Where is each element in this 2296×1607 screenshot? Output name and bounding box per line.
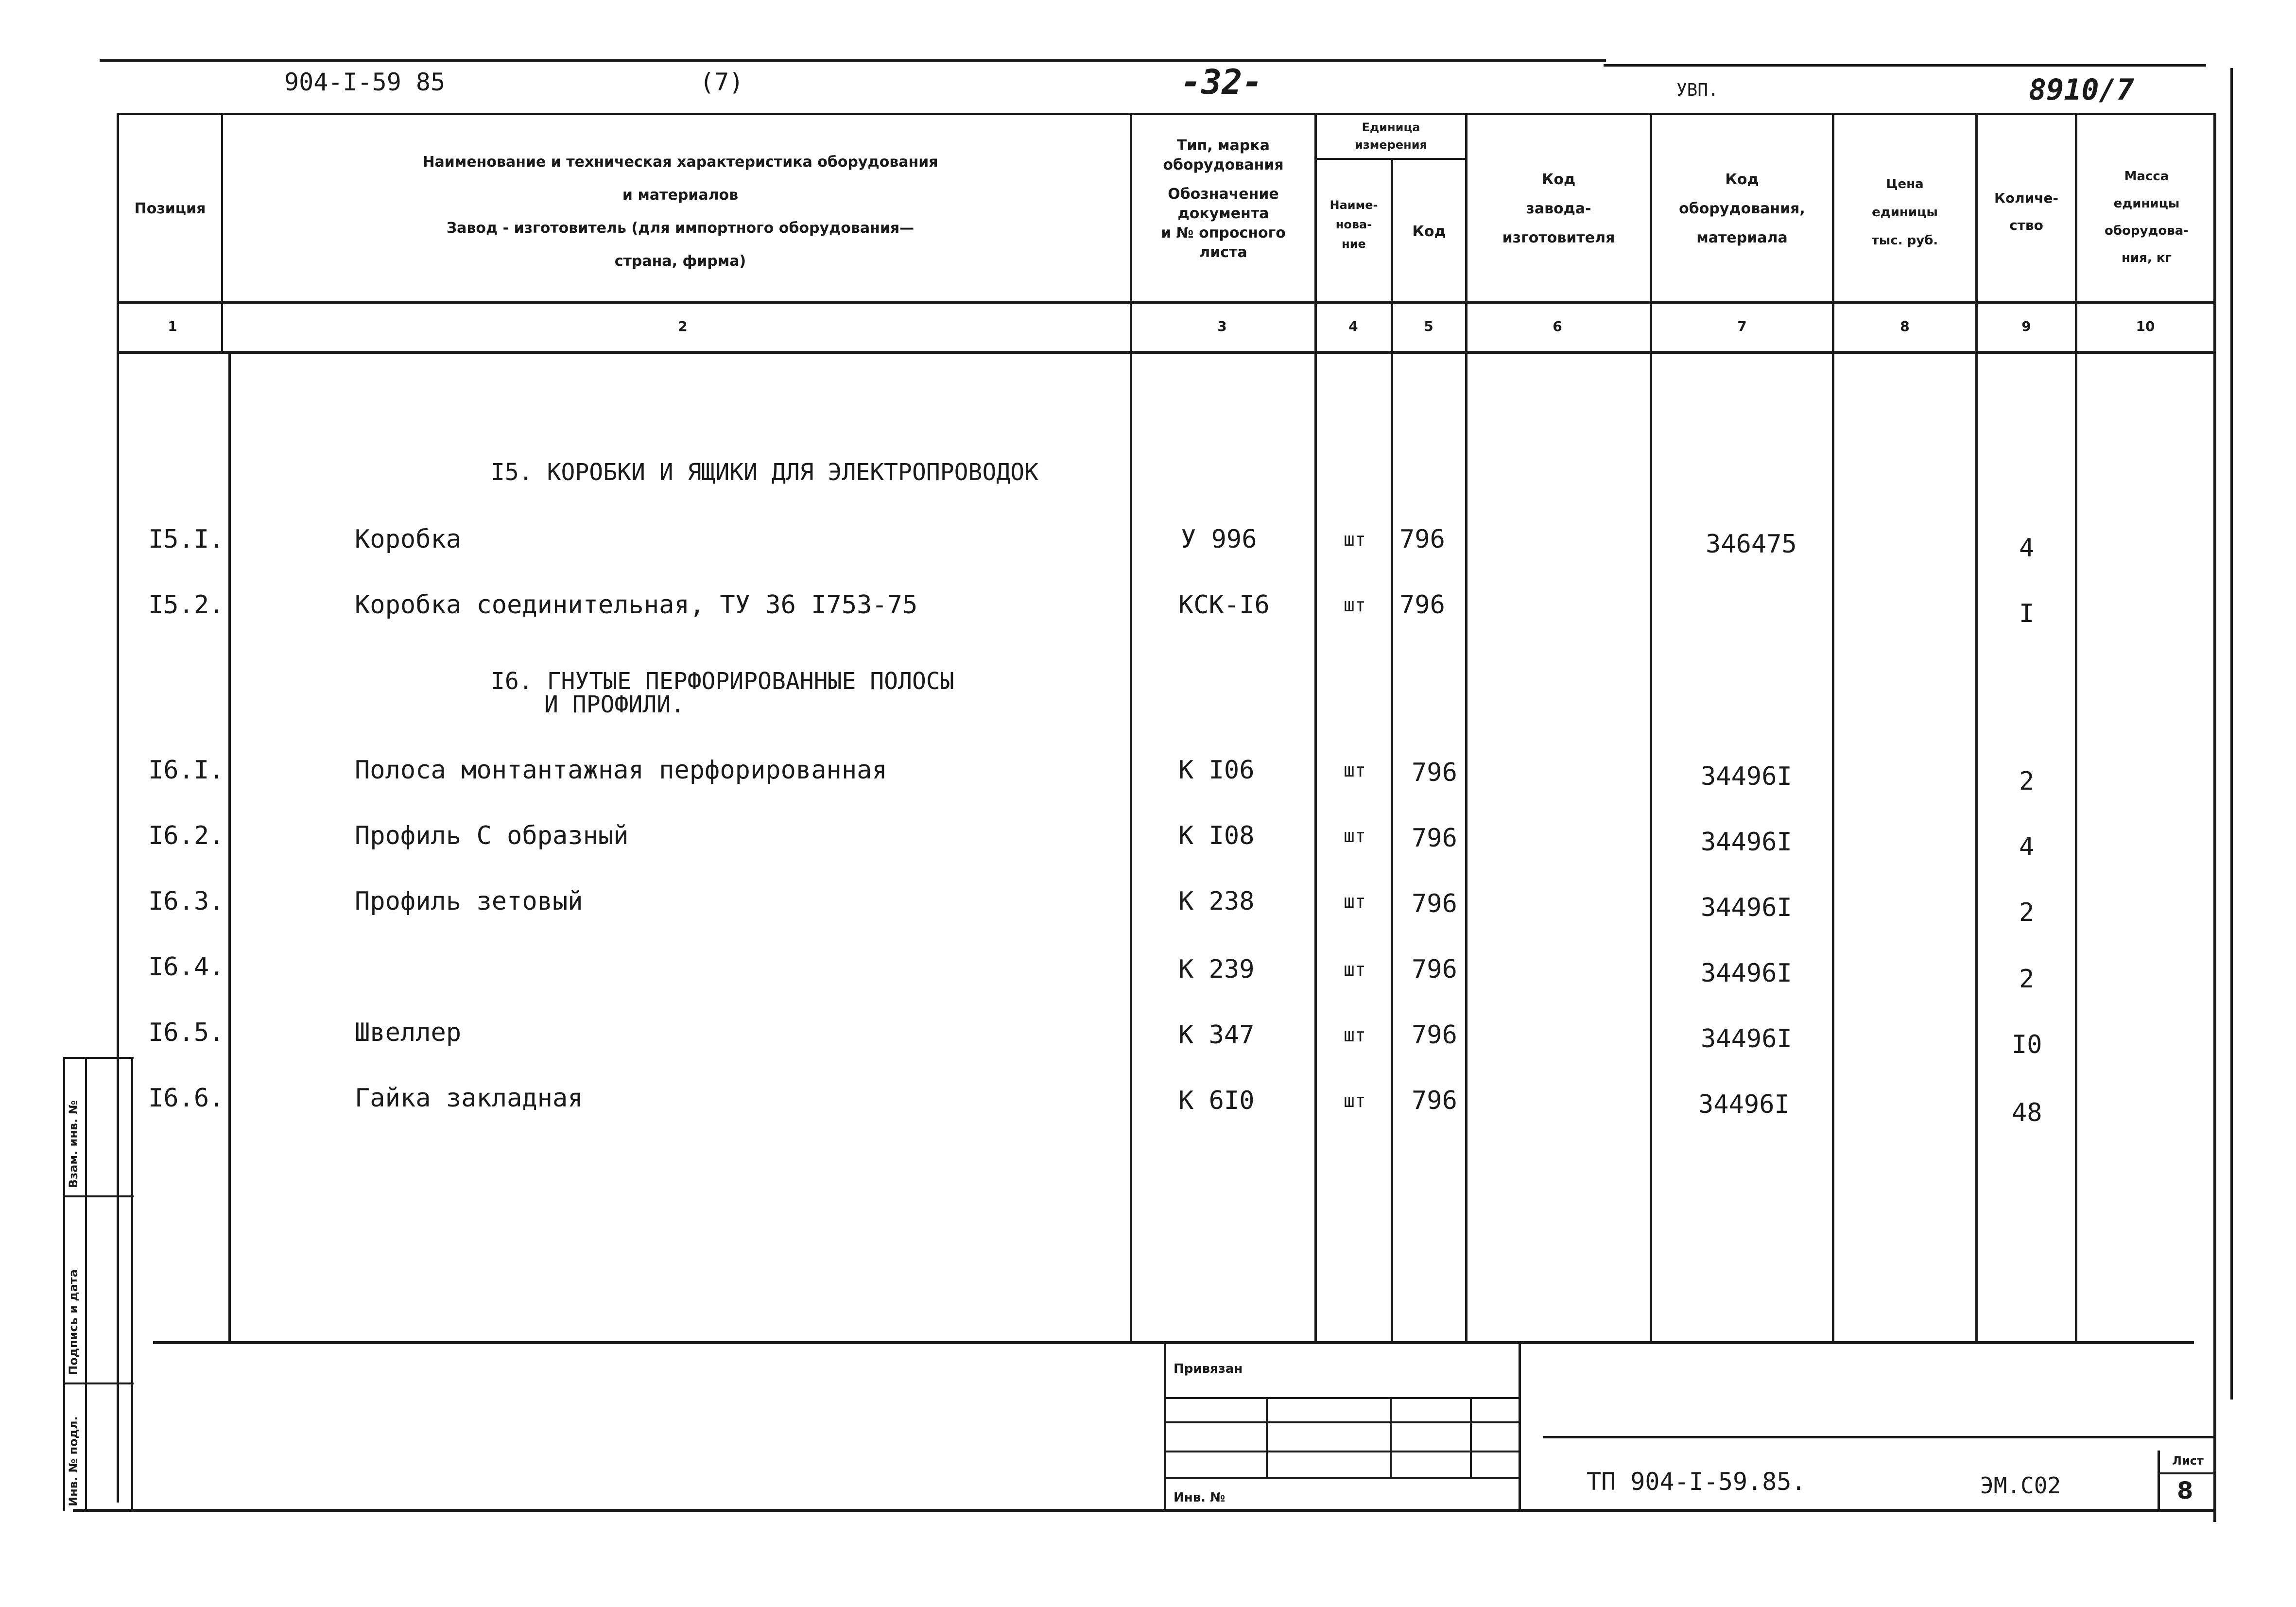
- row-code: 796: [1412, 758, 1457, 787]
- row-unit: шт: [1344, 529, 1366, 550]
- sheet-label: Лист: [2172, 1454, 2204, 1468]
- frame-left: [117, 113, 119, 1503]
- row-mat-code: 34496I: [1701, 959, 1792, 988]
- section-title-15: I5. КОРОБКИ И ЯЩИКИ ДЛЯ ЭЛЕКТРОПРОВОДОК: [491, 459, 1039, 486]
- stamp-box-left: [1164, 1341, 1166, 1509]
- header-price: Цена единицы тыс. руб.: [1871, 177, 1938, 248]
- header-quantity: Количе- ство: [1994, 190, 2059, 233]
- row-qty: 2: [2019, 767, 2035, 796]
- colnum-3: 3: [1217, 318, 1227, 334]
- row-name: Гайка закладная: [355, 1084, 583, 1113]
- row-code: 796: [1412, 824, 1457, 853]
- margin-right-edge: [131, 1057, 133, 1511]
- row-name: Профиль С образный: [355, 821, 629, 850]
- row-type: КСК-I6: [1178, 590, 1270, 620]
- colnum-1: 1: [168, 318, 177, 334]
- col-line-3: [1314, 113, 1317, 1342]
- col-line-7: [1832, 113, 1834, 1342]
- margin-sign-date: Подпись и дата: [67, 1269, 80, 1375]
- row-code: 796: [1399, 590, 1445, 620]
- row-pos: I5.2.: [148, 590, 224, 620]
- margin-replace-inv: Взам. инв. №: [67, 1100, 80, 1188]
- row-type: К I06: [1178, 756, 1255, 785]
- title-block-rule: [1543, 1436, 2213, 1438]
- row-unit: шт: [1344, 760, 1366, 781]
- row-qty: 2: [2019, 965, 2035, 994]
- header-mass: Масса единицы оборудова- ния, кг: [2104, 169, 2189, 265]
- section-title-16: I6. ГНУТЫЕ ПЕРФОРИРОВАННЫЕ ПОЛОСЫ И ПРОФИЛИ.: [491, 668, 954, 718]
- margin-inv-orig: Инв. № подл.: [67, 1416, 80, 1506]
- col-line-9: [2075, 113, 2077, 1342]
- header-unit-code: Код: [1412, 223, 1446, 240]
- margin-top: [63, 1057, 134, 1059]
- col-line-1b: [228, 351, 231, 1342]
- row-mat-code: 34496I: [1701, 828, 1792, 857]
- row-type: К 6I0: [1178, 1086, 1255, 1115]
- colnum-5: 5: [1424, 318, 1433, 334]
- stamp-box-col3: [1470, 1397, 1472, 1477]
- frame-top: [117, 113, 2216, 115]
- row-name: Коробка: [355, 525, 462, 554]
- header-unit-group: Единица измерения: [1355, 121, 1427, 152]
- row-pos: I5.I.: [148, 525, 224, 554]
- part-number: (7): [700, 68, 744, 96]
- row-qty: I: [2019, 599, 2035, 628]
- margin-div2: [63, 1382, 134, 1384]
- header-rule: [117, 301, 2216, 304]
- stamp-box-right: [1519, 1341, 1521, 1509]
- row-code: 796: [1399, 525, 1445, 554]
- row-mat-code: 34496I: [1698, 1090, 1790, 1119]
- right-ref: 8910/7: [2029, 73, 2134, 107]
- row-qty: I0: [2012, 1030, 2042, 1059]
- doc-code: ТП 904-I-59.85.: [1587, 1468, 1806, 1496]
- row-name: Коробка соединительная, ТУ 36 I753-75: [355, 590, 918, 620]
- row-pos: I6.5.: [148, 1018, 224, 1047]
- row-unit: шт: [1344, 594, 1366, 616]
- sheet-number: 8: [2177, 1477, 2193, 1504]
- stamp-box-row3: [1166, 1451, 1519, 1452]
- row-pos: I6.6.: [148, 1084, 224, 1113]
- colnum-4: 4: [1348, 318, 1358, 334]
- stamp-attached: Привязан: [1174, 1362, 1243, 1376]
- stamp-box-col1: [1266, 1397, 1268, 1477]
- frame-bottom: [73, 1509, 2216, 1512]
- margin-left: [63, 1057, 65, 1511]
- margin-div1: [63, 1195, 134, 1197]
- header-factory-code: Код завода- изготовителя: [1502, 171, 1615, 246]
- stamp-box-col2: [1390, 1397, 1392, 1477]
- header-name: Наименование и техническая характеристика оборудования и материалов Завод - изготовитель (для импортного оборудования— страна, фирма): [422, 154, 938, 270]
- row-mat-code: 34496I: [1701, 762, 1792, 791]
- frame-right-outer: [2230, 68, 2233, 1400]
- row-mat-code: 34496I: [1701, 893, 1792, 922]
- colnum-7: 7: [1737, 318, 1747, 334]
- row-qty: 4: [2019, 534, 2035, 563]
- top-rule: [100, 59, 1606, 62]
- page-number: -32-: [1181, 62, 1263, 102]
- colnum-9: 9: [2021, 318, 2031, 334]
- col-line-1: [221, 113, 223, 351]
- stamp-box-row2: [1166, 1421, 1519, 1423]
- row-unit: шт: [1344, 891, 1366, 912]
- colnum-8: 8: [1900, 318, 1910, 334]
- stamp-top-rule: [153, 1341, 2194, 1344]
- row-pos: I6.4.: [148, 952, 224, 982]
- row-mat-code: 346475: [1706, 530, 1797, 559]
- top-rule-right: [1604, 64, 2206, 67]
- stamp-box-row1: [1166, 1397, 1519, 1399]
- row-type: К I08: [1178, 821, 1255, 850]
- row-pos: I6.3.: [148, 887, 224, 916]
- colnum-2: 2: [678, 318, 688, 334]
- row-pos: I6.I.: [148, 756, 224, 785]
- row-code: 796: [1412, 1020, 1457, 1050]
- sheet-code: ЭМ.С02: [1980, 1472, 2061, 1499]
- row-unit: шт: [1344, 959, 1366, 980]
- frame-right: [2213, 113, 2216, 1522]
- row-pos: I6.2.: [148, 821, 224, 850]
- col-line-2: [1130, 113, 1132, 1342]
- unit-group-rule: [1314, 158, 1465, 160]
- header-type: Тип, марка оборудования Обозначение документа и № опросного листа: [1161, 137, 1286, 261]
- row-qty: 48: [2012, 1098, 2042, 1127]
- row-code: 796: [1412, 889, 1457, 918]
- header-position: Позиция: [134, 200, 206, 217]
- row-mat-code: 34496I: [1701, 1024, 1792, 1054]
- colnum-10: 10: [2136, 318, 2155, 334]
- doc-ref: 904-I-59 85: [284, 68, 446, 96]
- col-line-5: [1465, 113, 1467, 1342]
- row-code: 796: [1412, 1086, 1457, 1115]
- col-line-6: [1650, 113, 1652, 1342]
- sheet-box-mid: [2158, 1472, 2216, 1474]
- mid-mark: УВП.: [1676, 80, 1719, 100]
- colnum-6: 6: [1553, 318, 1562, 334]
- row-name: Профиль зетовый: [355, 887, 583, 916]
- stamp-box-row4: [1166, 1477, 1519, 1479]
- row-unit: шт: [1344, 825, 1366, 847]
- row-name: Швеллер: [355, 1018, 462, 1047]
- row-code: 796: [1412, 955, 1457, 984]
- row-type: К 239: [1178, 955, 1255, 984]
- col-line-8: [1975, 113, 1978, 1342]
- row-unit: шт: [1344, 1024, 1366, 1046]
- row-type: К 238: [1178, 887, 1255, 916]
- col-line-4: [1391, 158, 1393, 1342]
- row-name: Полоса монтантажная перфорированная: [355, 756, 887, 785]
- header-unit-name: Наиме- нова- ние: [1329, 198, 1378, 251]
- colnum-rule: [117, 351, 2216, 354]
- margin-mid: [85, 1057, 87, 1511]
- row-type: К 347: [1178, 1020, 1255, 1050]
- row-qty: 4: [2019, 832, 2035, 862]
- row-unit: шт: [1344, 1090, 1366, 1111]
- stamp-inv-no: Инв. №: [1174, 1490, 1226, 1505]
- row-type: У 996: [1181, 525, 1257, 554]
- header-material-code: Код оборудования, материала: [1679, 171, 1805, 246]
- row-qty: 2: [2019, 898, 2035, 927]
